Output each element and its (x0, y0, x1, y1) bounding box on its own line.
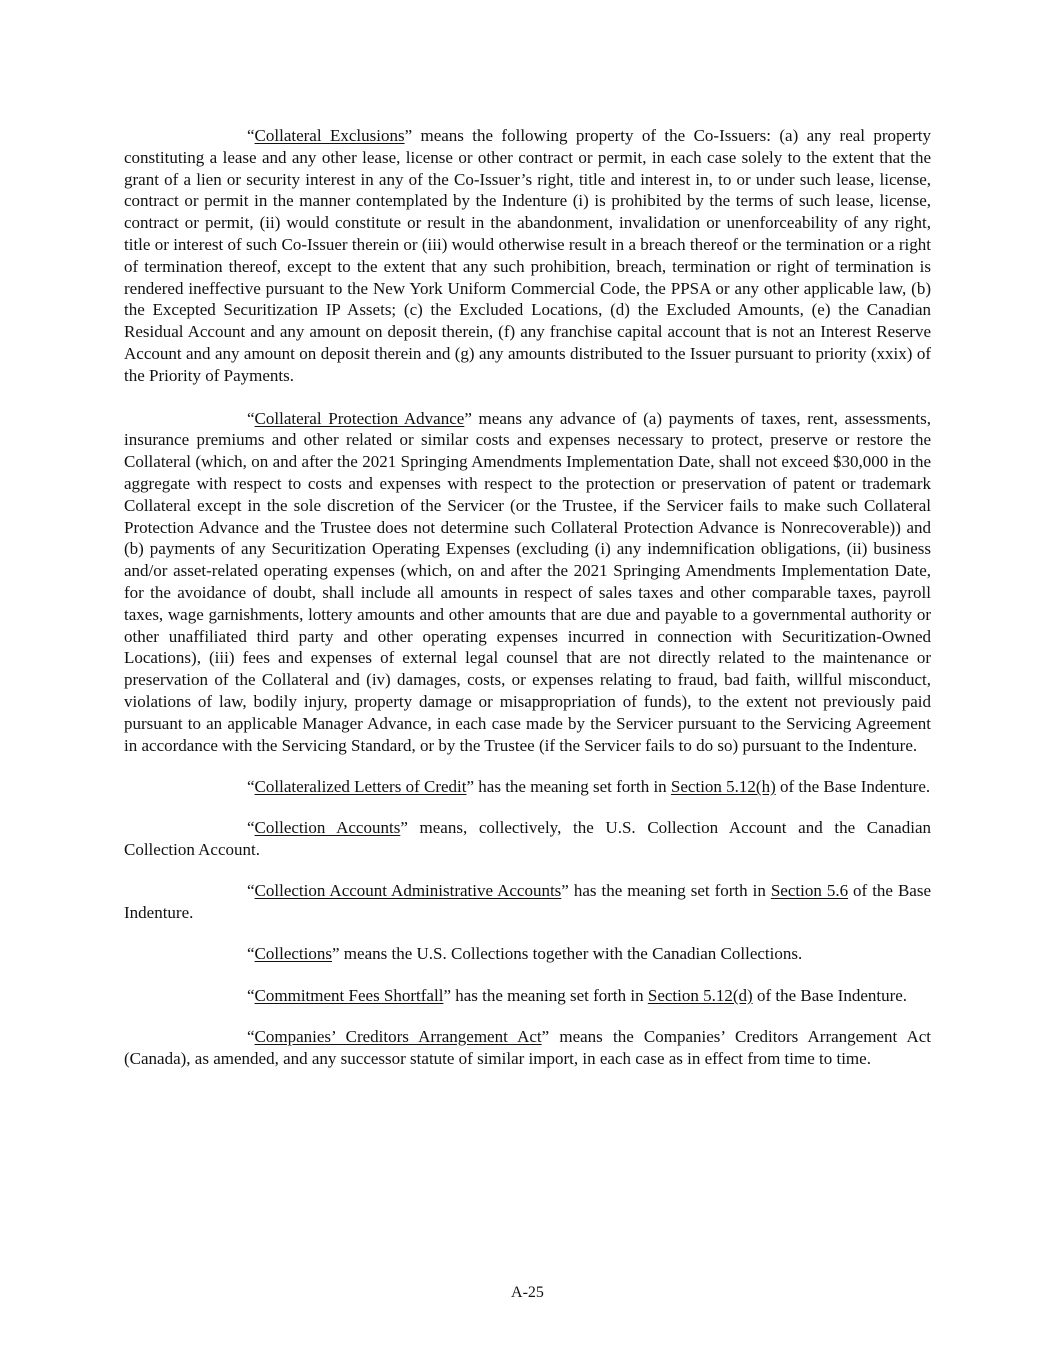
defined-term: Companies’ Creditors Arrangement Act (254, 1026, 542, 1046)
defined-term: Collections (254, 944, 332, 964)
definition-collateralized-letters-of-credit: “Collateralized Letters of Credit” has the meaning set forth in Section 5.12(h) of the Base Indenture. (247, 776, 931, 796)
definition-commitment-fees-shortfall: “Commitment Fees Shortfall” has the meaning set forth in Section 5.12(d) of the Base Indenture. (247, 985, 908, 1005)
defined-term: Collateral Exclusions (254, 126, 405, 145)
document-page (124, 125, 931, 1089)
defined-term: Collection Account Administrative Accounts (254, 881, 562, 901)
definition-collateral-exclusions: “Collateral Exclusions” means the following property of the Co-Issuers: (a) any real property constituting a lease and any other lease, license or other contract or permit, in each case solely to the extent that the grant of a lien or security interest in any of the Co-Issuer’s right, title and interest in, to or under such lease, license, contract or permit in the manner contemplated by the Indenture (i) is prohibited by the terms of such lease, license, contract or permit, (ii) would constitute or result in the abandonment, invalidation or unenforceability of any right, title or interest of such Co-Issuer therein or (iii) would otherwise result in a breach thereof or the termination or a right of termination thereof, except to the extent that any such prohibition, breach, termination or right of termination is rendered ineffective pursuant to the New York Uniform Commercial Code, the PPSA or any other applicable law, (b) the Excepted Securitization IP Assets; (c) the Excluded Locations, (d) the Excluded Amounts, (e) the Canadian Residual Account and any amount on deposit therein, (f) any franchise capital account that is not an Interest Reserve Account and any amount on deposit therein and (g) any amounts distributed to the Issuer pursuant to priority (xxix) of the Priority of Payments. (124, 126, 931, 385)
definition-ccaa: “Companies’ Creditors Arrangement Act” means the Companies’ Creditors Arrangement Act (Canada), as amended, and any successor statute of similar import, in each case as in effect from time to time. (124, 1026, 931, 1068)
defined-term: Collateralized Letters of Credit (254, 776, 467, 796)
definition-collection-account-administrative-accounts: “Collection Account Administrative Accounts” has the meaning set forth in Section 5.6 of the Base Indenture. (124, 881, 931, 922)
definition-collections: “Collections” means the U.S. Collections together with the Canadian Collections. (247, 944, 803, 964)
definition-collateral-protection-advance: “Collateral Protection Advance” means any advance of (a) payments of taxes, rent, assessments, insurance premiums and other related or similar costs and expenses necessary to protect, preserve or restore the Collateral (which, on and after the 2021 Springing Amendments Implementation Date, shall not exceed $30,000 in the aggregate with respect to costs and expenses with respect to the protection or preservation of patent or trademark Collateral except in the sole discretion of the Servicer (or the Trustee, if the Servicer fails to make such Collateral Protection Advance and the Trustee does not determine such Collateral Protection Advance is Nonrecoverable)) and (b) payments of any Securitization Operating Expenses (excluding (i) any indemnification obligations, (ii) business and/or asset-related operating expenses (which, on and after the 2021 Springing Amendments Implementation Date, for the avoidance of doubt, shall include all amounts in respect of sales taxes and other comparable taxes, payroll taxes, wage garnishments, lottery amounts and other amounts that are due and payable to a governmental authority or other unaffiliated third party and other operating expenses incurred in connection with Securitization-Owned Locations), (iii) fees and expenses of external legal counsel that are not directly related to the maintenance or preservation of the Collateral and (iv) damages, costs, or expenses relating to fraud, bad faith, willful misconduct, violations of law, bodily injury, property damage or misappropriation of funds), to the extent not previously paid pursuant to an applicable Manager Advance, in each case made by the Servicer pursuant to the Servicing Agreement in accordance with the Servicing Standard, or by the Trustee (if the Servicer fails to do so) pursuant to the Indenture. (124, 408, 931, 755)
defined-term: Collection Accounts (254, 818, 401, 838)
defined-term: Collateral Protection Advance (254, 408, 465, 428)
section-reference: Section 5.12(d) (647, 985, 753, 1005)
definition-collection-accounts: “Collection Accounts” means, collectively, the U.S. Collection Account and the Canadian Collection Account. (124, 818, 932, 859)
page-number: A-25 (511, 1284, 544, 1301)
section-reference: Section 5.6 (770, 881, 849, 901)
section-reference: Section 5.12(h) (670, 776, 776, 796)
defined-term: Commitment Fees Shortfall (254, 985, 444, 1005)
